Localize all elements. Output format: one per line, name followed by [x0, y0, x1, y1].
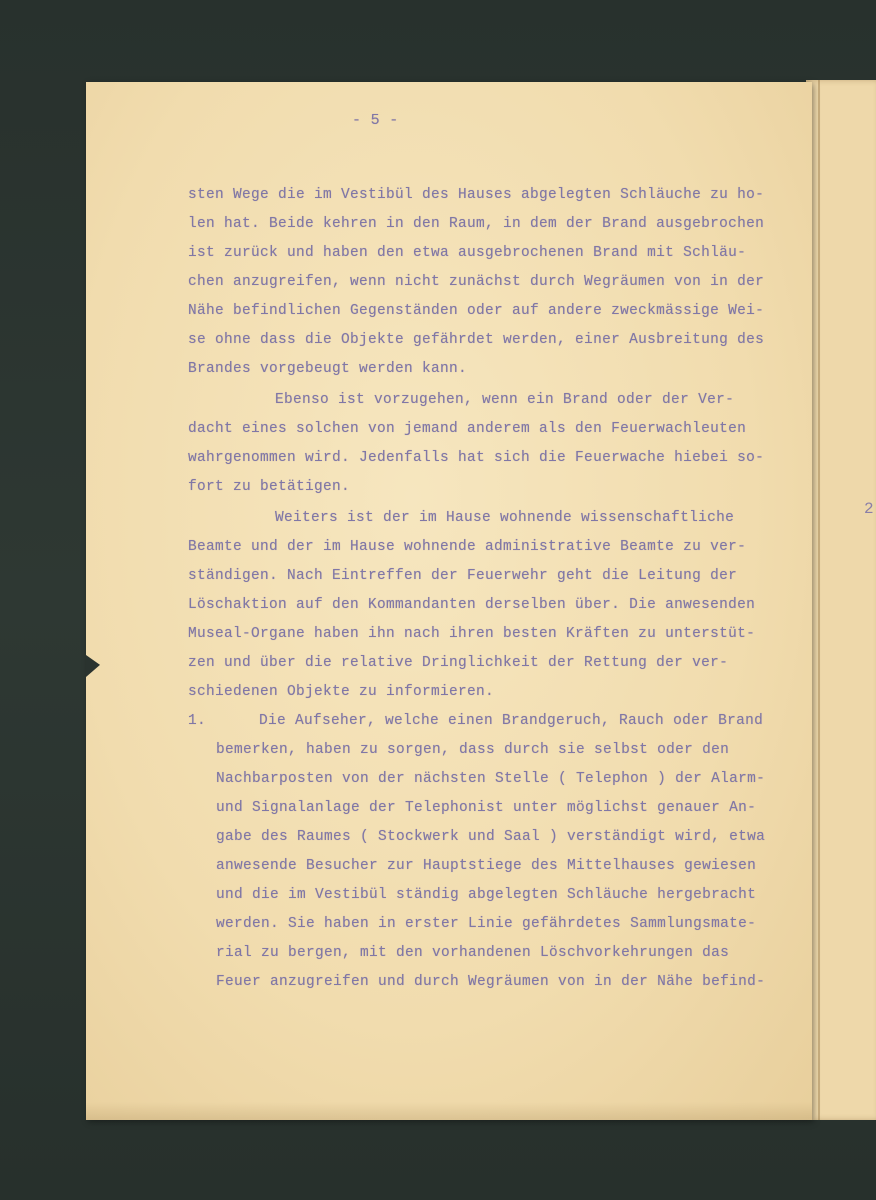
text-line: se ohne dass die Objekte gefährdet werden, einer Ausbreitung des: [188, 332, 765, 348]
list-text-line: Feuer anzugreifen und durch Wegräumen von in der Nähe befind-: [216, 974, 766, 990]
text-line: Ebenso ist vorzugehen, wenn ein Brand oder der Ver-: [275, 392, 735, 408]
list-number: 1.: [188, 713, 207, 729]
list-text-line: anwesende Besucher zur Hauptstiege des Mittelhauses gewiesen: [216, 858, 757, 874]
text-line: Weiters ist der im Hause wohnende wissenschaftliche: [275, 510, 735, 526]
list-text-line: Die Aufseher, welche einen Brandgeruch, Rauch oder Brand: [259, 713, 764, 729]
text-line: Museal-Organe haben ihn nach ihren besten Kräften zu unterstüt-: [188, 626, 756, 642]
margin-mark: 2: [864, 500, 874, 518]
list-text-line: rial zu bergen, mit den vorhandenen Löschvorkehrungen das: [216, 945, 730, 961]
text-line: zen und über die relative Dringlichkeit der Rettung der ver-: [188, 655, 729, 671]
page-number: - 5 -: [352, 112, 399, 129]
text-line: schiedenen Objekte zu informieren.: [188, 684, 495, 700]
text-line: Löschaktion auf den Kommandanten derselben über. Die anwesenden: [188, 597, 756, 613]
text-line: ständigen. Nach Eintreffen der Feuerwehr geht die Leitung der: [188, 568, 738, 584]
list-text-line: werden. Sie haben in erster Linie gefährdetes Sammlungsmate-: [216, 916, 757, 932]
text-line: wahrgenommen wird. Jedenfalls hat sich die Feuerwache hiebei so-: [188, 450, 765, 466]
list-text-line: bemerken, haben zu sorgen, dass durch sie selbst oder den: [216, 742, 730, 758]
page-fold: [818, 80, 820, 1120]
next-sheet-edge: [806, 80, 876, 1120]
list-text-line: gabe des Raumes ( Stockwerk und Saal ) verständigt wird, etwa: [216, 829, 766, 845]
list-text-line: Nachbarposten von der nächsten Stelle ( Telephon ) der Alarm-: [216, 771, 766, 787]
text-line: fort zu betätigen.: [188, 479, 351, 495]
text-line: ist zurück und haben den etwa ausgebrochenen Brand mit Schläu-: [188, 245, 747, 261]
list-text-line: und die im Vestibül ständig abgelegten Schläuche hergebracht: [216, 887, 757, 903]
text-line: sten Wege die im Vestibül des Hauses abgelegten Schläuche zu ho-: [188, 187, 765, 203]
text-line: Beamte und der im Hause wohnende administrative Beamte zu ver-: [188, 539, 747, 555]
text-line: dacht eines solchen von jemand anderem als den Feuerwachleuten: [188, 421, 747, 437]
text-line: Brandes vorgebeugt werden kann.: [188, 361, 468, 377]
text-line: Nähe befindlichen Gegenständen oder auf andere zweckmässige Wei-: [188, 303, 765, 319]
text-line: chen anzugreifen, wenn nicht zunächst durch Wegräumen von in der: [188, 274, 765, 290]
list-text-line: und Signalanlage der Telephonist unter möglichst genauer An-: [216, 800, 757, 816]
text-line: len hat. Beide kehren in den Raum, in dem der Brand ausgebrochen: [188, 216, 765, 232]
